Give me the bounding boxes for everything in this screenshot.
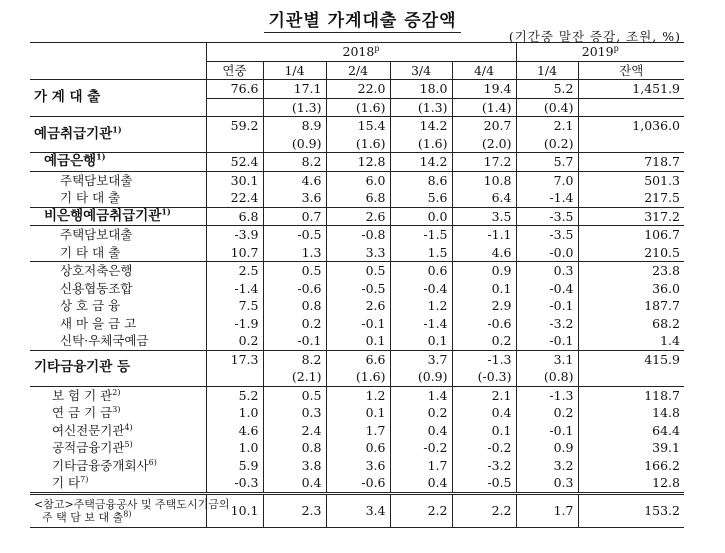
- header-2018: 2018$^p$: [206, 43, 516, 62]
- cell-value: 3.6: [263, 189, 326, 207]
- table-row: [30, 244, 684, 262]
- cell-value: 0.2: [263, 315, 326, 333]
- cell-value: 1.0: [206, 439, 263, 457]
- cell-value: 1.0: [206, 404, 263, 422]
- cell-value: 0.3: [263, 404, 326, 422]
- cell-value: 0.5: [263, 262, 326, 280]
- row-label: 주택담보대출: [60, 227, 133, 242]
- cell-value: -0.2: [452, 439, 516, 457]
- cell-value: 8.9: [263, 117, 326, 135]
- cell-value: 20.7: [452, 117, 516, 135]
- cell-value: 317.2: [578, 207, 684, 226]
- cell-value: 3.8: [263, 457, 326, 475]
- cell-value: 5.2: [516, 80, 578, 99]
- table-title: 기관별 가계대출 증감액: [0, 6, 725, 31]
- table-row: [30, 153, 684, 172]
- cell-value: 415.9: [578, 350, 684, 368]
- cell-value: 6.6: [326, 350, 390, 368]
- cell-value: 0.2: [452, 332, 516, 350]
- cell-value: 0.1: [452, 280, 516, 298]
- table-row: [30, 404, 684, 422]
- cell-value: 6.8: [206, 207, 263, 226]
- cell-value: 19.4: [452, 80, 516, 99]
- cell-value: 0.2: [206, 332, 263, 350]
- row-label: 예금은행$^{1)}$: [44, 151, 106, 169]
- cell-value: 718.7: [578, 153, 684, 172]
- table-row: [30, 226, 684, 244]
- cell-value: 0.6: [326, 439, 390, 457]
- cell-pct: [206, 135, 263, 153]
- row-label: 상호저축은행: [60, 263, 133, 278]
- cell-value: 52.4: [206, 153, 263, 172]
- cell-value: -0.8: [326, 226, 390, 244]
- cell-value: -0.6: [452, 315, 516, 333]
- cell-value: 0.1: [452, 422, 516, 440]
- cell-value: 30.1: [206, 171, 263, 189]
- cell-value: 0.1: [326, 404, 390, 422]
- cell-value: 0.0: [390, 207, 452, 226]
- cell-value: 6.0: [326, 171, 390, 189]
- cell-value: -3.5: [516, 226, 578, 244]
- cell-pct: (-0.3): [452, 368, 516, 386]
- row-label: 연 금 기 금$^{3)}$: [52, 404, 121, 420]
- cell-value: -0.4: [390, 280, 452, 298]
- col-header: 4/4: [452, 61, 516, 80]
- cell-value: -1.9: [206, 315, 263, 333]
- unit-note: (기간중 말잔 증감, 조원, %): [508, 29, 681, 44]
- cell-value: 501.3: [578, 171, 684, 189]
- cell-value: 5.6: [390, 189, 452, 207]
- cell-value: 3.2: [516, 457, 578, 475]
- cell-value: -0.2: [390, 439, 452, 457]
- cell-value: -1.5: [390, 226, 452, 244]
- cell-value: 0.1: [326, 332, 390, 350]
- cell-value: -3.2: [516, 315, 578, 333]
- cell-value: 0.8: [263, 439, 326, 457]
- cell-value: -0.5: [263, 226, 326, 244]
- cell-value: 7.0: [516, 171, 578, 189]
- cell-value: 0.4: [390, 474, 452, 493]
- cell-value: 2.6: [326, 297, 390, 315]
- cell-pct: (0.2): [516, 135, 578, 153]
- row-label: 신용협동조합: [60, 280, 133, 296]
- cell-value: 12.8: [578, 474, 684, 493]
- cell-value: 0.4: [263, 474, 326, 493]
- cell-value: -1.4: [516, 189, 578, 207]
- cell-value: 0.9: [452, 262, 516, 280]
- cell-value: 14.8: [578, 404, 684, 422]
- cell-value: 4.6: [206, 422, 263, 440]
- cell-value: 3.3: [326, 244, 390, 262]
- cell-value: 1.4: [390, 386, 452, 404]
- cell-value: 106.7: [578, 226, 684, 244]
- cell-value: 1.7: [390, 457, 452, 475]
- cell-value: -1.3: [516, 386, 578, 404]
- cell-value: 5.2: [206, 386, 263, 404]
- table-row: [30, 315, 684, 333]
- cell-value: 7.5: [206, 297, 263, 315]
- cell-value: 4.6: [452, 244, 516, 262]
- note-value: 10.1: [206, 493, 263, 527]
- row-label: 기 타 대 출: [60, 244, 121, 260]
- table-row: [30, 386, 684, 404]
- cell-value: 5.9: [206, 457, 263, 475]
- table-row: [30, 207, 684, 226]
- table-row: [30, 117, 684, 135]
- header-blank-2: [30, 61, 206, 80]
- cell-value: -1.1: [452, 226, 516, 244]
- cell-value: 166.2: [578, 457, 684, 475]
- cell-value: 2.1: [516, 117, 578, 135]
- cell-value: 3.1: [516, 350, 578, 368]
- col-header: 3/4: [390, 61, 452, 80]
- cell-value: 1.7: [326, 422, 390, 440]
- cell-value: 0.4: [390, 422, 452, 440]
- cell-value: -0.1: [516, 297, 578, 315]
- row-label: 상 호 금 융: [60, 298, 121, 313]
- cell-value: 2.9: [452, 297, 516, 315]
- cell-value: -0.1: [263, 332, 326, 350]
- table-row: [30, 297, 684, 315]
- cell-value: 18.0: [390, 80, 452, 99]
- table-row: [30, 474, 684, 493]
- cell-value: 1.3: [263, 244, 326, 262]
- cell-value: 2.4: [263, 422, 326, 440]
- note-value: 2.3: [263, 493, 326, 527]
- note-value: 2.2: [452, 493, 516, 527]
- cell-pct: [578, 135, 684, 153]
- row-label: 공적금융기관$^{5)}$: [52, 439, 133, 455]
- cell-value: -0.5: [452, 474, 516, 493]
- cell-value: 39.1: [578, 439, 684, 457]
- cell-value: 118.7: [578, 386, 684, 404]
- loan-table: [30, 42, 684, 528]
- cell-value: 8.6: [390, 171, 452, 189]
- cell-value: 14.2: [390, 117, 452, 135]
- table-row: [30, 439, 684, 457]
- cell-value: -0.5: [326, 280, 390, 298]
- col-header: 2/4: [326, 61, 390, 80]
- cell-value: 6.4: [452, 189, 516, 207]
- cell-value: 0.4: [452, 404, 516, 422]
- cell-value: 210.5: [578, 244, 684, 262]
- cell-value: 0.5: [326, 262, 390, 280]
- cell-value: 0.7: [263, 207, 326, 226]
- cell-value: 217.5: [578, 189, 684, 207]
- table-row: [30, 422, 684, 440]
- cell-value: -0.1: [326, 315, 390, 333]
- cell-value: -3.5: [516, 207, 578, 226]
- note-label: <참고>주택금융공사 및 주택도시기금의 주 택 담 보 대 출$^{8)}$: [34, 497, 230, 524]
- cell-value: 2.1: [452, 386, 516, 404]
- cell-value: 1,036.0: [578, 117, 684, 135]
- cell-value: 23.8: [578, 262, 684, 280]
- cell-value: 0.1: [390, 332, 452, 350]
- cell-value: 3.6: [326, 457, 390, 475]
- cell-value: 17.3: [206, 350, 263, 368]
- cell-value: 5.7: [516, 153, 578, 172]
- row-label: 신탁·우체국예금: [60, 333, 149, 348]
- row-label: 기 타 대 출: [60, 190, 121, 205]
- note-value: 153.2: [578, 493, 684, 527]
- cell-value: 8.2: [263, 153, 326, 172]
- header-2019: 2019$^p$: [516, 43, 684, 62]
- cell-value: 2.5: [206, 262, 263, 280]
- table-row: [30, 332, 684, 350]
- cell-value: 36.0: [578, 280, 684, 298]
- row-label: 보 험 기 관$^{2)}$: [52, 387, 121, 403]
- table-row: [30, 457, 684, 475]
- cell-value: 0.6: [390, 262, 452, 280]
- cell-value: 0.5: [263, 386, 326, 404]
- cell-pct: [206, 98, 263, 117]
- cell-value: 4.6: [263, 171, 326, 189]
- row-label: 비은행예금취급기관$^{1)}$: [44, 206, 171, 224]
- cell-value: 0.2: [516, 404, 578, 422]
- table-row: [30, 280, 684, 298]
- cell-pct: [206, 368, 263, 386]
- row-label: 예금취급기관$^{1)}$: [34, 124, 122, 142]
- cell-value: -0.1: [516, 332, 578, 350]
- cell-value: 1.4: [578, 332, 684, 350]
- cell-value: 0.2: [390, 404, 452, 422]
- cell-value: 68.2: [578, 315, 684, 333]
- col-header: 1/4: [263, 61, 326, 80]
- row-label: 기타금융기관 등: [34, 359, 130, 376]
- cell-value: 6.8: [326, 189, 390, 207]
- cell-pct: (1.6): [326, 98, 390, 117]
- cell-value: 0.9: [516, 439, 578, 457]
- cell-value: 10.7: [206, 244, 263, 262]
- row-label: 새 마 을 금 고: [60, 315, 137, 331]
- cell-pct: (1.6): [390, 135, 452, 153]
- cell-value: 8.2: [263, 350, 326, 368]
- cell-value: 22.0: [326, 80, 390, 99]
- table-row: [30, 80, 684, 99]
- table-row: [30, 189, 684, 207]
- row-label: 가 계 대 출: [34, 89, 101, 106]
- col-header: 1/4: [516, 61, 578, 80]
- cell-pct: (0.4): [516, 98, 578, 117]
- cell-value: -0.1: [516, 422, 578, 440]
- cell-value: 22.4: [206, 189, 263, 207]
- cell-value: 59.2: [206, 117, 263, 135]
- cell-value: -0.0: [516, 244, 578, 262]
- cell-value: 12.8: [326, 153, 390, 172]
- cell-value: 10.8: [452, 171, 516, 189]
- cell-value: 1,451.9: [578, 80, 684, 99]
- cell-value: 1.2: [326, 386, 390, 404]
- cell-value: -3.9: [206, 226, 263, 244]
- row-label: 기 타$^{7)}$: [52, 474, 89, 490]
- cell-value: 64.4: [578, 422, 684, 440]
- col-header: 잔액: [578, 61, 684, 80]
- cell-value: -3.2: [452, 457, 516, 475]
- cell-pct: (1.3): [390, 98, 452, 117]
- cell-value: 14.2: [390, 153, 452, 172]
- note-row: [30, 493, 684, 527]
- cell-value: 1.5: [390, 244, 452, 262]
- cell-pct: (0.9): [390, 368, 452, 386]
- cell-value: 0.8: [263, 297, 326, 315]
- cell-value: 2.6: [326, 207, 390, 226]
- note-value: 3.4: [326, 493, 390, 527]
- col-header: 연중: [206, 61, 263, 80]
- cell-value: -0.4: [516, 280, 578, 298]
- header-blank: [30, 43, 206, 62]
- cell-pct: (2.0): [452, 135, 516, 153]
- cell-value: 76.6: [206, 80, 263, 99]
- row-label: 기타금융중개회사$^{6)}$: [52, 457, 157, 473]
- cell-value: 0.3: [516, 262, 578, 280]
- cell-value: -0.6: [326, 474, 390, 493]
- cell-value: 15.4: [326, 117, 390, 135]
- cell-pct: [578, 98, 684, 117]
- row-label: 주택담보대출: [60, 172, 133, 188]
- cell-value: -1.3: [452, 350, 516, 368]
- cell-value: 187.7: [578, 297, 684, 315]
- cell-value: 0.3: [516, 474, 578, 493]
- cell-value: 17.2: [452, 153, 516, 172]
- cell-pct: (0.8): [516, 368, 578, 386]
- cell-pct: (0.9): [263, 135, 326, 153]
- cell-value: -1.4: [206, 280, 263, 298]
- cell-pct: (1.6): [326, 135, 390, 153]
- cell-value: -0.3: [206, 474, 263, 493]
- cell-pct: (1.4): [452, 98, 516, 117]
- cell-pct: (2.1): [263, 368, 326, 386]
- table-row: [30, 262, 684, 280]
- cell-value: 3.7: [390, 350, 452, 368]
- cell-pct: (1.3): [263, 98, 326, 117]
- note-value: 1.7: [516, 493, 578, 527]
- cell-value: -0.6: [263, 280, 326, 298]
- cell-value: 1.2: [390, 297, 452, 315]
- cell-value: -1.4: [390, 315, 452, 333]
- row-label: 여신전문기관$^{4)}$: [52, 422, 133, 438]
- cell-value: 17.1: [263, 80, 326, 99]
- table-row: [30, 171, 684, 189]
- cell-value: 3.5: [452, 207, 516, 226]
- cell-pct: [578, 368, 684, 386]
- cell-pct: (1.6): [326, 368, 390, 386]
- note-value: 2.2: [390, 493, 452, 527]
- table-row: [30, 350, 684, 368]
